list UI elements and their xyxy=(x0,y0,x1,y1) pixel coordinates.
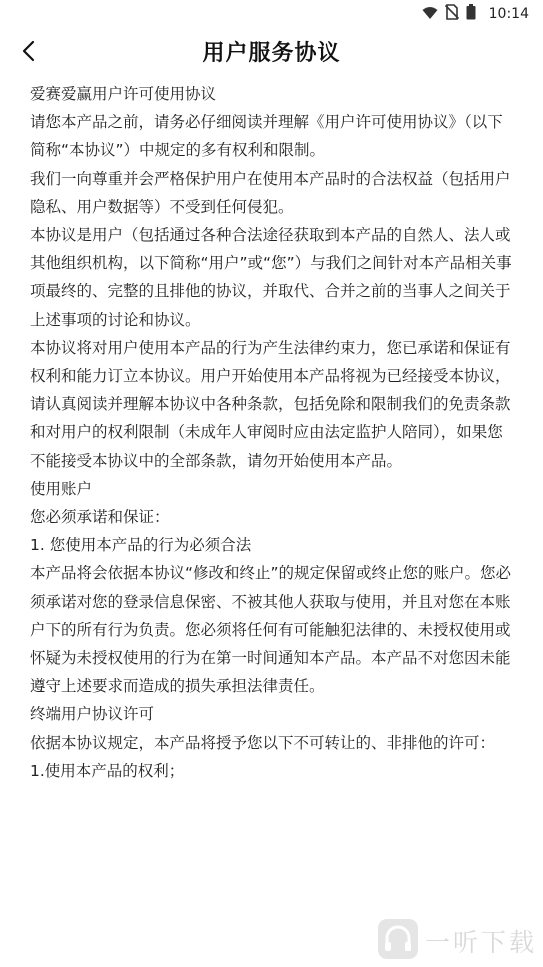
paragraph: 我们一向尊重并会严格保护用户在使用本产品时的合法权益（包括用户隐私、用户数据等）不受到任何侵犯。 xyxy=(30,169,511,216)
paragraph: 依据本协议规定，本产品将授予您以下不可转让的、非排他的许可： xyxy=(30,733,496,752)
paragraph: 您必须承诺和保证： xyxy=(30,508,170,527)
no-sim-icon xyxy=(445,4,459,24)
list-item: 1.使用本产品的权利； xyxy=(30,761,185,780)
section-heading: 使用账户 xyxy=(30,479,93,498)
headphone-logo-icon xyxy=(377,918,419,964)
status-icons xyxy=(422,4,529,24)
status-time: 10:14 xyxy=(488,6,529,22)
paragraph: 本产品将会依据本协议“修改和终止”的规定保留或终止您的账户。您必须承诺对您的登录信息保密、不被其他人获取与使用，并且对您在本账户下的所有行为负责。您必须将任何有可能触犯法律的、未授权使用或怀疑为未授权使用的行为在第一时间通知本产品。本产品不对您因未能遵守上述要求而造成的损失承担法律责任。 xyxy=(30,564,512,696)
agreement-heading: 爱赛爱赢用户许可使用协议 xyxy=(30,85,217,103)
watermark xyxy=(377,917,537,965)
battery-icon xyxy=(466,4,476,24)
paragraph: 本协议将对用户使用本产品的行为产生法律约束力，您已承诺和保证有权利和能力订立本协议。用户开始使用本产品将视为已经接受本协议，请认真阅读并理解本协议中各种条款，包括免除和限制我们的免责条款和对用户的权利限制（未成年人审阅时应由法定监护人陪同），如果您不能接受本协议中的全部条款，请勿开始使用本产品。 xyxy=(30,338,511,470)
paragraph: 请您本产品之前，请务必仔细阅读并理解《用户许可使用协议》（以下简称“本协议”）中规定的多有权利和限制。 xyxy=(30,113,503,160)
list-item: 1. 您使用本产品的行为必须合法 xyxy=(30,536,252,555)
agreement-content xyxy=(30,80,516,785)
page-title: 用户服务协议 xyxy=(202,41,341,66)
watermark-text: 一听下载 xyxy=(424,928,537,957)
section-heading: 终端用户协议许可 xyxy=(30,705,155,724)
nav-bar xyxy=(0,28,543,78)
status-bar xyxy=(0,0,543,28)
wifi-icon xyxy=(422,5,438,24)
paragraph: 本协议是用户（包括通过各种合法途径获取到本产品的自然人、法人或其他组织机构，以下简称“用户”或“您”）与我们之间针对本产品相关事项最终的、完整的且排他的协议，并取代、合并之前的当事人之间关于上述事项的讨论和协议。 xyxy=(30,226,512,329)
